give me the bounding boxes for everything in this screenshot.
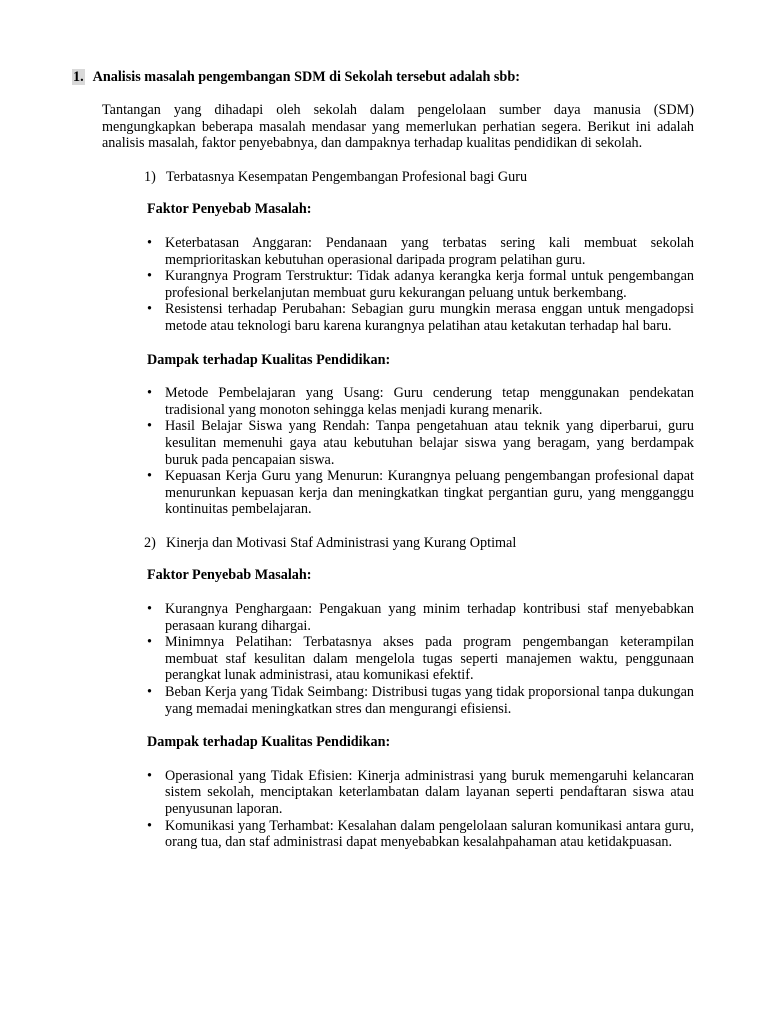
list-item <box>147 468 694 518</box>
bullet-icon: • <box>147 817 152 834</box>
list-item-text: Kurangnya Program Terstruktur: Tidak adanya kerangka kerja formal untuk pengembangan profesional berkelanjutan membuat guru kekurangan peluang untuk berkembang. <box>165 268 694 301</box>
bullet-icon: • <box>147 601 152 618</box>
section-number: 1) <box>144 168 156 185</box>
list-item <box>147 601 694 634</box>
bullet-icon: • <box>147 301 152 318</box>
list-item <box>147 634 694 684</box>
list-item-text: Resistensi terhadap Perubahan: Sebagian guru mungkin merasa enggan untuk mengadopsi metode atau teknologi baru karena kurangnya pelatihan atau ketakutan terhadap hal baru. <box>165 301 694 334</box>
bullet-icon: • <box>147 234 152 251</box>
impacts-list <box>147 385 694 518</box>
list-item <box>147 418 694 468</box>
list-item-text: Minimnya Pelatihan: Terbatasnya akses pada program pengembangan keterampilan membuat staf kesulitan dalam mengelola tugas seperti manajemen waktu, penggunaan perangkat lunak administrasi, atau komunikasi efektif. <box>165 634 694 684</box>
causes-heading: Faktor Penyebab Masalah: <box>147 567 312 584</box>
document-body <box>102 102 694 868</box>
list-item <box>147 235 694 268</box>
bullet-icon: • <box>147 767 152 784</box>
list-item-text: Hasil Belajar Siswa yang Rendah: Tanpa pengetahuan atau teknik yang diperbarui, guru kesulitan memenuhi gaya atau kebutuhan belajar siswa yang beragam, yang berdampak buruk pada pencapaian siswa. <box>165 418 694 468</box>
heading-number: 1. <box>73 69 84 85</box>
bullet-icon: • <box>147 385 152 402</box>
main-heading <box>72 69 520 86</box>
list-item-text: Komunikasi yang Terhambat: Kesalahan dalam pengelolaan saluran komunikasi antara guru, orang tua, dan staf administrasi dapat menyebabkan kesalahpahaman atau ketidakpuasan. <box>165 817 694 851</box>
bullet-icon: • <box>147 418 152 435</box>
list-item <box>147 818 694 851</box>
list-item <box>147 768 694 818</box>
impact-heading: Dampak terhadap Kualitas Pendidikan: <box>147 351 391 368</box>
impact-heading: Dampak terhadap Kualitas Pendidikan: <box>147 734 391 751</box>
bullet-icon: • <box>147 634 152 651</box>
bullet-icon: • <box>147 268 152 285</box>
list-item-text: Keterbatasan Anggaran: Pendanaan yang terbatas sering kali membuat sekolah memprioritaskan kebutuhan operasional daripada program pelatihan guru. <box>165 234 694 268</box>
list-item-text: Operasional yang Tidak Efisien: Kinerja administrasi yang buruk memengaruhi kelancaran sistem sekolah, menciptakan keterlambatan dalam layanan seperti pendaftaran siswa atau penyusunan laporan. <box>165 767 694 817</box>
list-item-text: Kurangnya Penghargaan: Pengakuan yang minim terhadap kontribusi staf menyebabkan perasaan kurang dihargai. <box>165 601 694 634</box>
section-title-text: Kinerja dan Motivasi Staf Administrasi yang Kurang Optimal <box>166 534 517 551</box>
causes-list <box>147 235 694 335</box>
causes-list <box>147 601 694 717</box>
list-item-text: Beban Kerja yang Tidak Seimbang: Distribusi tugas yang tidak proporsional tanpa dukungan yang memadai meningkatkan stres dan mengurangi efisiensi. <box>165 684 694 717</box>
list-item <box>147 684 694 717</box>
list-item <box>147 268 694 301</box>
causes-heading: Faktor Penyebab Masalah: <box>147 201 312 218</box>
intro-paragraph: Tantangan yang dihadapi oleh sekolah dalam pengelolaan sumber daya manusia (SDM) mengungkapkan beberapa masalah mendasar yang memerlukan perhatian segera. Berikut ini adalah analisis masalah, faktor penyebabnya, dan dampaknya terhadap kualitas pendidikan di sekolah. <box>102 102 694 152</box>
list-item <box>147 385 694 418</box>
bullet-icon: • <box>147 684 152 701</box>
list-item <box>147 301 694 334</box>
list-item-text: Kepuasan Kerja Guru yang Menurun: Kurangnya peluang pengembangan profesional dapat menurunkan kepuasan kerja dan meningkatkan tingkat pergantian guru, yang mengganggu kontinuitas pembelajaran. <box>165 468 694 518</box>
section-number: 2) <box>144 534 156 551</box>
bullet-icon: • <box>147 468 152 485</box>
section-title <box>144 535 694 552</box>
heading-text: Analisis masalah pengembangan SDM di Sekolah tersebut adalah sbb: <box>92 69 520 85</box>
list-item-text: Metode Pembelajaran yang Usang: Guru cenderung tetap menggunakan pendekatan tradisional yang monoton sehingga kelas menjadi kurang menarik. <box>165 385 694 418</box>
section-title <box>144 169 694 186</box>
impacts-list <box>147 768 694 851</box>
section-title-text: Terbatasnya Kesempatan Pengembangan Profesional bagi Guru <box>166 168 528 185</box>
